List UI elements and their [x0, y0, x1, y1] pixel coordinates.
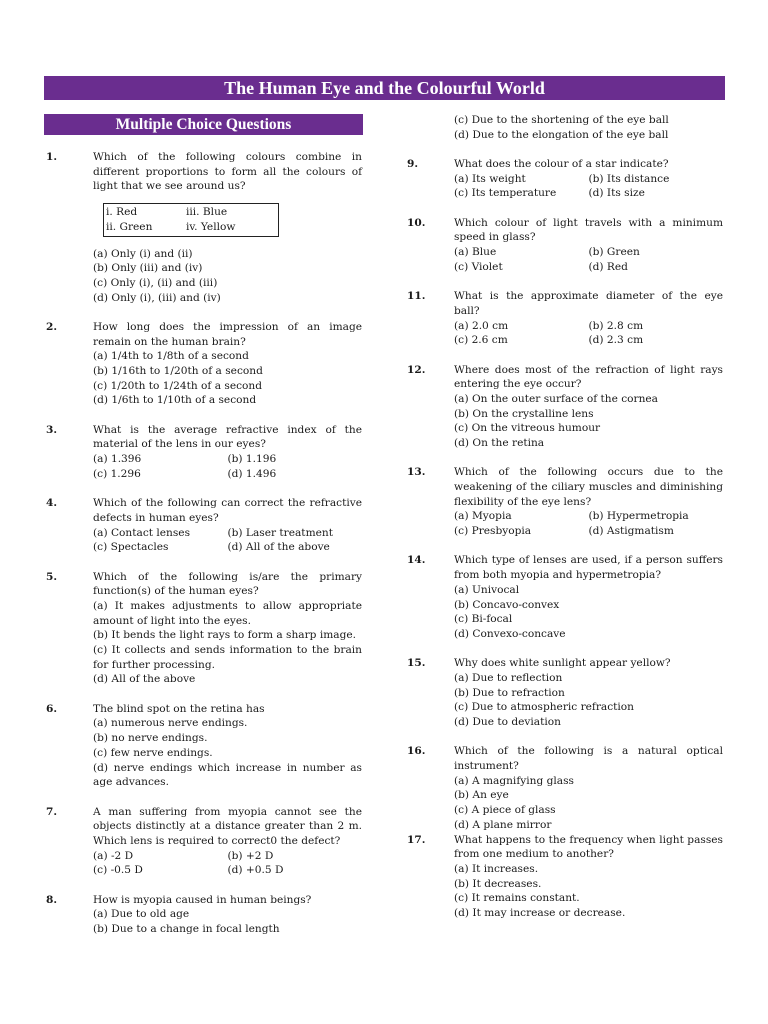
- question-number: 8.: [46, 893, 58, 906]
- option: (a) On the outer surface of the cornea: [454, 392, 658, 405]
- question-text: Which of the following can correct the refractive defects in human eyes?: [93, 497, 362, 524]
- question-number: 1.: [46, 151, 58, 163]
- question-text: Which type of lenses are used, if a person suffers from both myopia and hypermetropia?: [454, 554, 723, 582]
- question-text: What happens to the frequency when light passes from one medium to another?: [454, 833, 723, 861]
- option: (b) It decreases.: [454, 877, 542, 890]
- option: (a) 1.396: [93, 453, 142, 466]
- option: (c) Spectacles: [93, 541, 169, 554]
- option: (c) 1/20th to 1/24th of a second: [93, 379, 263, 392]
- question-16: [407, 744, 723, 832]
- question-text: The blind spot on the retina has: [93, 702, 265, 715]
- option: (c) It remains constant.: [454, 892, 580, 905]
- question-11: [407, 289, 723, 348]
- option: (b) Due to a change in focal length: [93, 923, 280, 936]
- option: (a) Contact lenses: [93, 526, 191, 539]
- option: (b) Concavo-convex: [454, 598, 560, 611]
- option: (b) no nerve endings.: [93, 732, 208, 745]
- option: (a) 2.0 cm: [454, 319, 509, 332]
- option: (c) Only (i), (ii) and (iii): [93, 276, 218, 289]
- option: (b) +2 D: [227, 849, 274, 862]
- option: (a) Univocal: [454, 583, 520, 596]
- option: (b) It bends the light rays to form a sharp image.: [93, 629, 356, 642]
- question-text: Which of the following is/are the primary function(s) of the human eyes?: [93, 570, 362, 598]
- question-text: Where does most of the refraction of light rays entering the eye occur?: [454, 363, 723, 391]
- question-3: [46, 423, 362, 482]
- option: (b) On the crystalline lens: [454, 407, 594, 420]
- option: (d) Red: [588, 260, 628, 273]
- option: (d) +0.5 D: [227, 864, 284, 877]
- left-column: [46, 150, 362, 937]
- option: (d) Its size: [588, 187, 645, 200]
- option: (b) Its distance: [588, 172, 670, 185]
- option: (b) Only (iii) and (iv): [93, 262, 203, 275]
- option: (b) Laser treatment: [227, 526, 333, 539]
- option: (c) -0.5 D: [93, 864, 143, 877]
- section-heading: Multiple Choice Questions: [44, 114, 363, 135]
- right-column: [407, 113, 723, 921]
- question-10: [407, 216, 723, 275]
- question-text: Which colour of light travels with a minimum speed in glass?: [454, 216, 723, 244]
- question-12: [407, 363, 723, 451]
- question-14: [407, 553, 723, 641]
- question-number: 3.: [46, 423, 58, 436]
- question-number: 7.: [46, 805, 58, 818]
- option: (d) 1/6th to 1/10th of a second: [93, 394, 257, 407]
- question-text: Why does white sunlight appear yellow?: [454, 657, 671, 670]
- option: (a) A magnifying glass: [454, 774, 574, 787]
- option: (a) Due to reflection: [454, 671, 563, 684]
- question-text: Which of the following is a natural optical instrument?: [454, 745, 723, 773]
- question-text: What is the approximate diameter of the eye ball?: [454, 290, 723, 317]
- question-text: Which of the following occurs due to the weakening of the ciliary muscles and diminishing flexibility of the eye lens?: [454, 466, 723, 508]
- option: (c) On the vitreous humour: [454, 422, 601, 435]
- option: (a) Blue: [454, 246, 497, 259]
- option: (b) An eye: [454, 789, 509, 802]
- question-9: [407, 157, 723, 201]
- question-text: Which of the following colours combine in different proportions to form all the colours of light that we see around us?: [93, 151, 362, 193]
- question-number: 13.: [407, 466, 426, 479]
- option: (d) Convexo-concave: [454, 627, 566, 640]
- question-text: What is the average refractive index of the material of the lens in our eyes?: [93, 423, 362, 451]
- question-8: [46, 893, 362, 937]
- question-text: A man suffering from myopia cannot see the objects distinctly at a distance greater than 2 m. Which lens is required to correct0 the defect?: [93, 805, 362, 847]
- option: (b) 1/16th to 1/20th of a second: [93, 365, 263, 378]
- question-number: 6.: [46, 702, 58, 715]
- question-number: 15.: [407, 657, 426, 670]
- question-7: [46, 805, 362, 879]
- box-item: i. Red: [106, 206, 138, 219]
- option: (a) numerous nerve endings.: [93, 717, 248, 730]
- question-2: [46, 320, 362, 408]
- option: (d) Due to deviation: [454, 716, 561, 729]
- option: (c) Due to atmospheric refraction: [454, 701, 634, 714]
- option: (c) Due to the shortening of the eye ball: [454, 114, 669, 126]
- question-number: 16.: [407, 745, 426, 758]
- choice-box: [103, 203, 279, 236]
- option: (a) Myopia: [454, 510, 512, 523]
- option: (a) -2 D: [93, 849, 134, 862]
- option: (d) All of the above: [93, 673, 196, 686]
- question-text: How is myopia caused in human beings?: [93, 893, 312, 906]
- option: (a) Its weight: [454, 172, 526, 185]
- question-4: [46, 496, 362, 555]
- option: (c) 1.296: [93, 467, 141, 480]
- question-number: 17.: [407, 833, 426, 846]
- question-number: 12.: [407, 363, 426, 376]
- option: (d) Astigmatism: [588, 525, 674, 538]
- question-8-continued: [407, 113, 723, 142]
- option: (c) Violet: [454, 260, 503, 273]
- option: (c) 2.6 cm: [454, 334, 508, 347]
- option: (a) Only (i) and (ii): [93, 247, 193, 260]
- question-6: [46, 702, 362, 790]
- question-text: How long does the impression of an image remain on the human brain?: [93, 320, 362, 348]
- option: (d) It may increase or decrease.: [454, 907, 626, 920]
- option: (d) Only (i), (iii) and (iv): [93, 291, 221, 304]
- question-15: [407, 656, 723, 730]
- option: (d) 1.496: [227, 467, 277, 480]
- option: (a) Due to old age: [93, 908, 190, 921]
- option: (d) 2.3 cm: [588, 334, 644, 347]
- option: (c) It collects and sends information to the brain for further processing.: [93, 644, 362, 671]
- option: (b) Green: [588, 246, 640, 259]
- option: (d) A plane mirror: [454, 818, 552, 831]
- option: (c) Presbyopia: [454, 525, 532, 538]
- question-number: 5.: [46, 570, 58, 583]
- option: (c) few nerve endings.: [93, 746, 213, 759]
- option: (b) Hypermetropia: [588, 510, 689, 523]
- option: (b) Due to refraction: [454, 686, 565, 699]
- option: (a) It makes adjustments to allow appropriate amount of light into the eyes.: [93, 599, 362, 627]
- question-number: 14.: [407, 554, 426, 567]
- box-item: ii. Green: [106, 220, 153, 233]
- option: (d) On the retina: [454, 437, 545, 450]
- option: (c) Its temperature: [454, 187, 557, 200]
- question-text: What does the colour of a star indicate?: [454, 158, 669, 170]
- question-17: [407, 833, 723, 921]
- option: (b) 2.8 cm: [588, 319, 644, 332]
- option: (d) All of the above: [227, 541, 330, 554]
- box-item: iii. Blue: [186, 206, 228, 219]
- question-number: 4.: [46, 497, 58, 510]
- question-number: 10.: [407, 216, 426, 229]
- option: (a) 1/4th to 1/8th of a second: [93, 350, 249, 363]
- option: (d) Due to the elongation of the eye ball: [454, 128, 669, 141]
- question-1: [46, 150, 362, 305]
- box-item: iv. Yellow: [186, 220, 236, 233]
- option: (a) It increases.: [454, 862, 539, 875]
- question-number: 9.: [407, 158, 419, 170]
- question-13: [407, 465, 723, 539]
- question-number: 11.: [407, 290, 426, 303]
- option: (c) A piece of glass: [454, 804, 556, 817]
- page-title: The Human Eye and the Colourful World: [44, 76, 725, 100]
- question-number: 2.: [46, 320, 58, 333]
- option: (c) Bi-focal: [454, 613, 513, 626]
- option: (b) 1.196: [227, 453, 277, 466]
- question-5: [46, 570, 362, 688]
- option: (d) nerve endings which increase in number as age advances.: [93, 761, 362, 789]
